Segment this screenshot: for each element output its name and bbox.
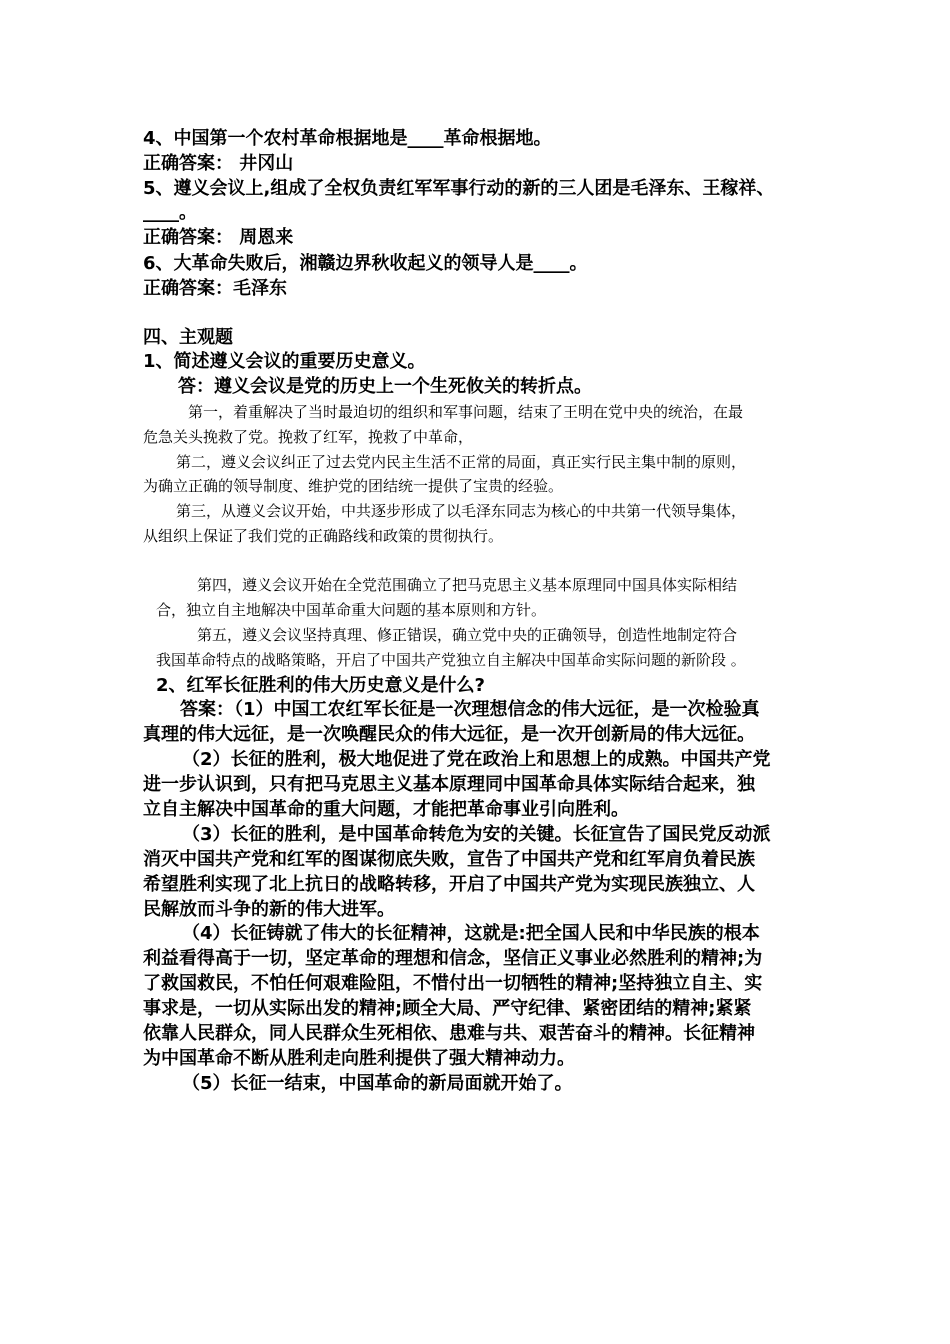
essay-2-part-1-line-1: 答案：（1）中国工农红军长征是一次理想信念的伟大远征，是一次检验真	[180, 699, 760, 720]
essay-2-part-3-line-3: 希望胜利实现了北上抗日的战略转移，开启了中国共产党为实现民族独立、人	[143, 874, 755, 895]
essay-question-2: 2、红军长征胜利的伟大历史意义是什么?	[156, 675, 485, 696]
question-6: 6、大革命失败后，湘赣边界秋收起义的领导人是____。	[143, 253, 588, 274]
essay-2-part-3-line-2: 消灭中国共产党和红军的图谋彻底失败，宣告了中国共产党和红军肩负着民族	[143, 849, 755, 870]
question-4: 4、中国第一个农村革命根据地是____革命根据地。	[143, 128, 552, 149]
section-heading: 四、主观题	[143, 327, 233, 348]
question-5-blank: ____。	[143, 202, 197, 223]
essay-2-part-4-line-3: 了救国救民，不怕任何艰难险阻，不惜付出一切牺牲的精神;坚持独立自主、实	[143, 973, 763, 994]
essay-2-part-2-line-3: 立自主解决中国革命的重大问题，才能把革命事业引向胜利。	[143, 799, 629, 820]
answer-4: 正确答案： 井冈山	[143, 153, 294, 174]
essay-1-point-2-line-2: 为确立正确的领导制度、维护党的团结统一提供了宝贵的经验。	[143, 477, 564, 495]
essay-1-point-3-line-2: 从组织上保证了我们党的正确路线和政策的贯彻执行。	[143, 527, 504, 545]
essay-2-part-1-line-2: 真理的伟大远征，是一次唤醒民众的伟大远征，是一次开创新局的伟大远征。	[143, 724, 755, 745]
essay-1-point-1-line-2: 危急关头挽救了党。挽救了红军，挽救了中革命，	[143, 428, 474, 446]
essay-1-point-3-line-1: 第三，从遵义会议开始，中共逐步形成了以毛泽东同志为核心的中共第一代领导集体，	[176, 502, 747, 520]
essay-2-part-3-line-1: （3）长征的胜利，是中国革命转危为安的关键。长征宣告了国民党反动派	[182, 824, 771, 845]
essay-1-point-1-line-1: 第一，着重解决了当时最迫切的组织和军事问题，结束了王明在党中央的统治，在最	[188, 403, 744, 421]
essay-2-part-3-line-4: 民解放而斗争的新的伟大进军。	[143, 899, 395, 920]
essay-1-point-5-line-2: 我国革命特点的战略策略，开启了中国共产党独立自主解决中国革命实际问题的新阶段 。	[156, 651, 746, 669]
essay-2-part-4-line-4: 事求是，一切从实际出发的精神;顾全大局、严守纪律、紧密团结的精神;紧紧	[143, 998, 752, 1019]
essay-2-part-4-line-5: 依靠人民群众，同人民群众生死相依、患难与共、艰苦奋斗的精神。长征精神	[143, 1023, 755, 1044]
essay-1-point-5-line-1: 第五，遵义会议坚持真理、修正错误，确立党中央的正确领导，创造性地制定符合	[197, 626, 738, 644]
essay-answer-1-intro: 答：遵义会议是党的历史上一个生死攸关的转折点。	[178, 376, 592, 397]
essay-2-part-2-line-2: 进一步认识到，只有把马克思主义基本原理同中国革命具体实际结合起来，独	[143, 774, 755, 795]
essay-2-part-5: （5）长征一结束，中国革命的新局面就开始了。	[182, 1073, 573, 1094]
answer-5: 正确答案： 周恩来	[143, 227, 294, 248]
essay-2-part-4-line-1: （4）长征铸就了伟大的长征精神，这就是:把全国人民和中华民族的根本	[182, 923, 760, 944]
essay-1-point-4-line-2: 合，独立自主地解决中国革命重大问题的基本原则和方针。	[156, 601, 547, 619]
answer-6: 正确答案：毛泽东	[143, 278, 287, 299]
essay-1-point-2-line-1: 第二，遵义会议纠正了过去党内民主生活不正常的局面，真正实行民主集中制的原则，	[176, 453, 747, 471]
essay-1-point-4-line-1: 第四，遵义会议开始在全党范围确立了把马克思主义基本原理同中国具体实际相结	[197, 576, 738, 594]
essay-question-1: 1、简述遵义会议的重要历史意义。	[143, 351, 426, 372]
essay-2-part-4-line-2: 利益看得高于一切，坚定革命的理想和信念，坚信正义事业必然胜利的精神;为	[143, 948, 763, 969]
question-5: 5、遵义会议上,组成了全权负责红军军事行动的新的三人团是毛泽东、王稼祥、	[143, 178, 775, 199]
essay-2-part-2-line-1: （2）长征的胜利，极大地促进了党在政治上和思想上的成熟。中国共产党	[182, 749, 771, 770]
essay-2-part-4-line-6: 为中国革命不断从胜利走向胜利提供了强大精神动力。	[143, 1048, 575, 1069]
